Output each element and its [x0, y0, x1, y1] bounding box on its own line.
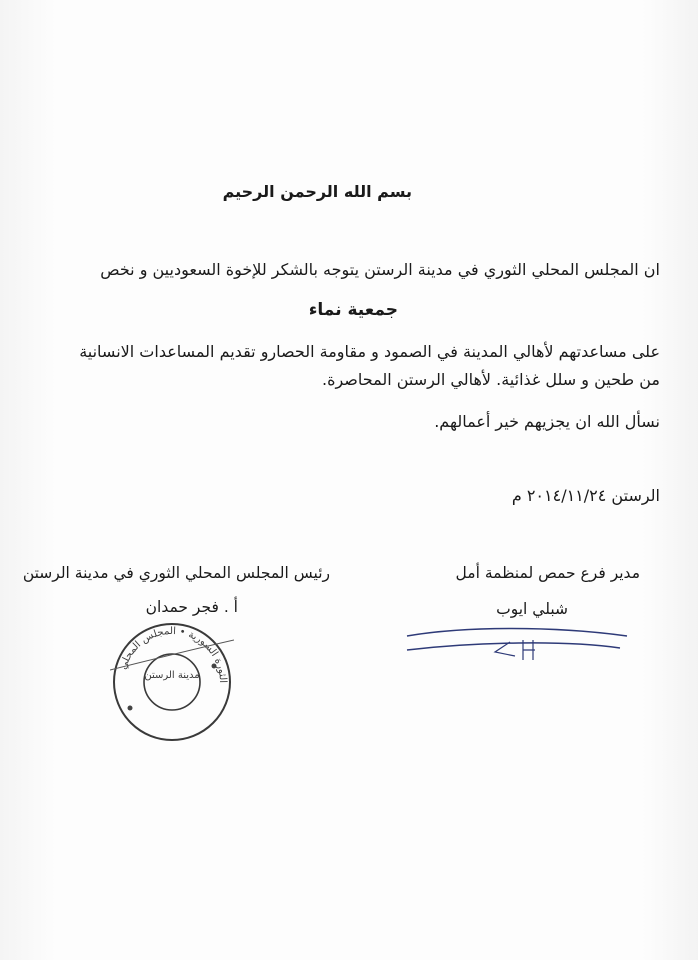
stamp-outer-text: الثورة السورية • المجلس المحلي [117, 625, 229, 684]
date-line: الرستن ٢٠١٤/١١/٢٤ م [511, 486, 660, 505]
basmala-heading: بسم الله الرحمن الرحيم [222, 182, 412, 201]
left-signatory-name: أ . فجر حمدان [145, 598, 238, 616]
stamp-inner-text: مدينة الرستن [144, 670, 200, 681]
body-line-3: من طحين و سلل غذائية. لأهالي الرستن المحاصرة. [322, 370, 660, 389]
body-line-4: نسأل الله ان يجزيهم خير أعمالهم. [434, 412, 660, 431]
signature-mark [405, 622, 630, 662]
right-signatory-title: مدير فرع حمص لمنظمة أمل [455, 564, 640, 582]
right-signatory-name: شبلي ايوب [496, 600, 568, 618]
body-line-1: ان المجلس المحلي الثوري في مدينة الرستن يتوجه بالشكر للإخوة السعوديين و نخص [100, 260, 660, 279]
organization-name: جمعية نماء [308, 300, 398, 320]
left-signatory-title: رئيس المجلس المحلي الثوري في مدينة الرستن [22, 564, 330, 582]
official-stamp [110, 620, 234, 744]
body-line-2: على مساعدتهم لأهالي المدينة في الصمود و مقاومة الحصارو تقديم المساعدات الانسانية [79, 342, 660, 361]
